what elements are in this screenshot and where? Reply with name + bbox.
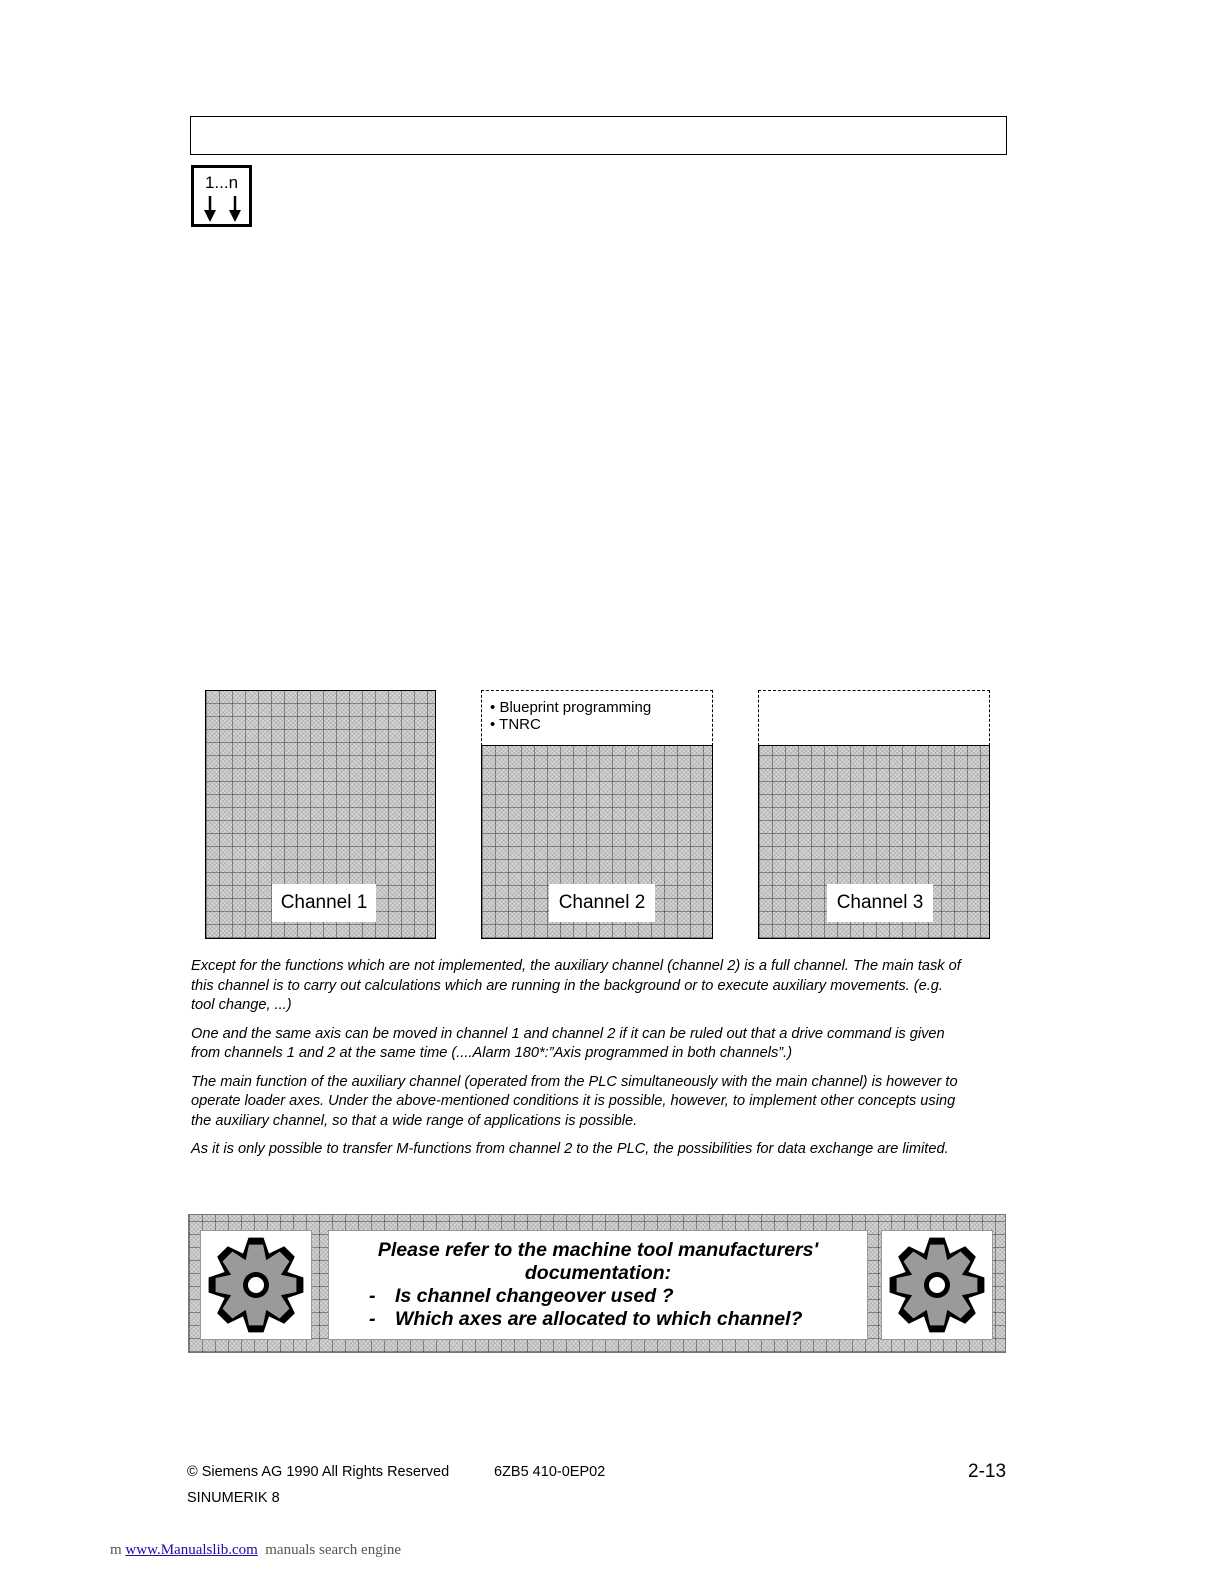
section-header-frame bbox=[190, 116, 1007, 155]
note-text bbox=[328, 1230, 868, 1340]
channel-2-label: Channel 2 bbox=[549, 884, 655, 922]
channel-3-label: Channel 3 bbox=[827, 884, 933, 922]
feature-item: • Blueprint programming bbox=[490, 699, 652, 716]
note-line-2: documentation: bbox=[524, 1262, 672, 1284]
paragraph: The main function of the auxiliary channel (operated from the PLC simultaneously with the main channel) is however to operate loader axes. Under the above-mentioned conditions it is possible, however, to implement other concepts using the auxiliary channel, so that a wide range of applications is possible. bbox=[191, 1073, 958, 1129]
body-text bbox=[191, 957, 961, 1169]
channel-1-box bbox=[205, 690, 436, 939]
gear-icon bbox=[201, 1231, 311, 1339]
manufacturer-note-panel bbox=[188, 1214, 1006, 1353]
multi-channel-icon-label: 1...n bbox=[204, 173, 239, 192]
footer-product: SINUMERIK 8 bbox=[187, 1490, 280, 1506]
gear-icon-right-cell bbox=[881, 1230, 993, 1340]
channel-2-box bbox=[481, 745, 713, 939]
manualslib-link[interactable]: www.Manualslib.com bbox=[125, 1542, 258, 1558]
footer-order-code: 6ZB5 410-0EP02 bbox=[494, 1464, 606, 1480]
footer-copyright: © Siemens AG 1990 All Rights Reserved bbox=[187, 1464, 450, 1480]
gear-icon-left-cell bbox=[200, 1230, 312, 1340]
note-line-1: Please refer to the machine tool manufacturers' bbox=[377, 1239, 819, 1261]
note-question: - Is channel changeover used ? bbox=[369, 1285, 674, 1307]
feature-item: • TNRC bbox=[490, 716, 541, 733]
channel-1-label: Channel 1 bbox=[272, 884, 376, 922]
gear-icon bbox=[882, 1231, 992, 1339]
channel-3-box bbox=[758, 745, 990, 939]
paragraph: Except for the functions which are not implemented, the auxiliary channel (channel 2) is a full channel. The main task of this channel is to carry out calculations which are running in the background or to execute auxiliary movements. (e.g. tool change, ...) bbox=[191, 958, 961, 1013]
paragraph: One and the same axis can be moved in channel 1 and channel 2 if it can be ruled out that a drive command is given from channels 1 and 2 at the same time (....Alarm 180*:”Axis programmed in both channels”.) bbox=[191, 1025, 945, 1061]
note-question: - Which axes are allocated to which channel? bbox=[369, 1308, 803, 1330]
paragraph: As it is only possible to transfer M-functions from channel 2 to the PLC, the possibilities for data exchange are limited. bbox=[191, 1141, 949, 1157]
down-arrows-icon bbox=[194, 168, 249, 224]
channel-3-features-box bbox=[758, 690, 990, 746]
channel-2-features-box bbox=[481, 690, 713, 746]
page-number: 2-13 bbox=[968, 1461, 1007, 1482]
multi-channel-icon bbox=[191, 165, 252, 227]
watermark: m www.Manualslib.com manuals search engine bbox=[110, 1542, 402, 1558]
